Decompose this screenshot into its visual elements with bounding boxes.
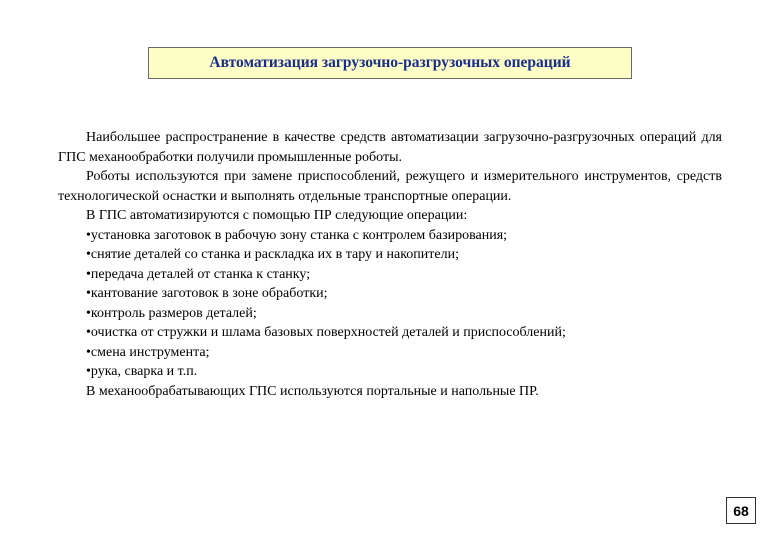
body-text (58, 128, 722, 401)
slide-title-box (148, 47, 632, 79)
bullet-item-7: •смена инструмента; (86, 344, 210, 360)
paragraph-2: Роботы используются при замене приспособлений, режущего и измерительного инструментов, средств технологической оснастки и выполнять отдельные транспортные операции. (58, 169, 722, 204)
closing-paragraph: В механообрабатывающих ГПС используются портальные и напольные ПР. (86, 383, 539, 399)
bullet-item-1: •установка заготовок в рабочую зону станка с контролем базирования; (86, 227, 508, 243)
bullet-item-4: •кантование заготовок в зоне обработки; (86, 286, 328, 301)
page-number: 68 (726, 497, 756, 524)
slide-title: Автоматизация загрузочно-разгрузочных операций (209, 54, 571, 71)
bullet-item-3: •передача деталей от станка к станку; (86, 266, 311, 282)
bullet-item-6: •очистка от стружки и шлама базовых поверхностей деталей и приспособлений; (86, 325, 566, 340)
bullet-item-8: •рука, сварка и т.п. (86, 364, 198, 379)
bullet-item-5: •контроль размеров деталей; (86, 305, 257, 321)
paragraph-1: Наибольшее распространение в качестве средств автоматизации загрузочно-разгрузочных операций для ГПС механообработки получили промышленные роботы. (58, 130, 722, 165)
paragraph-3: В ГПС автоматизируются с помощью ПР следующие операции: (86, 208, 468, 223)
bullet-item-2: •снятие деталей со станка и раскладка их в тару и накопители; (86, 247, 459, 262)
